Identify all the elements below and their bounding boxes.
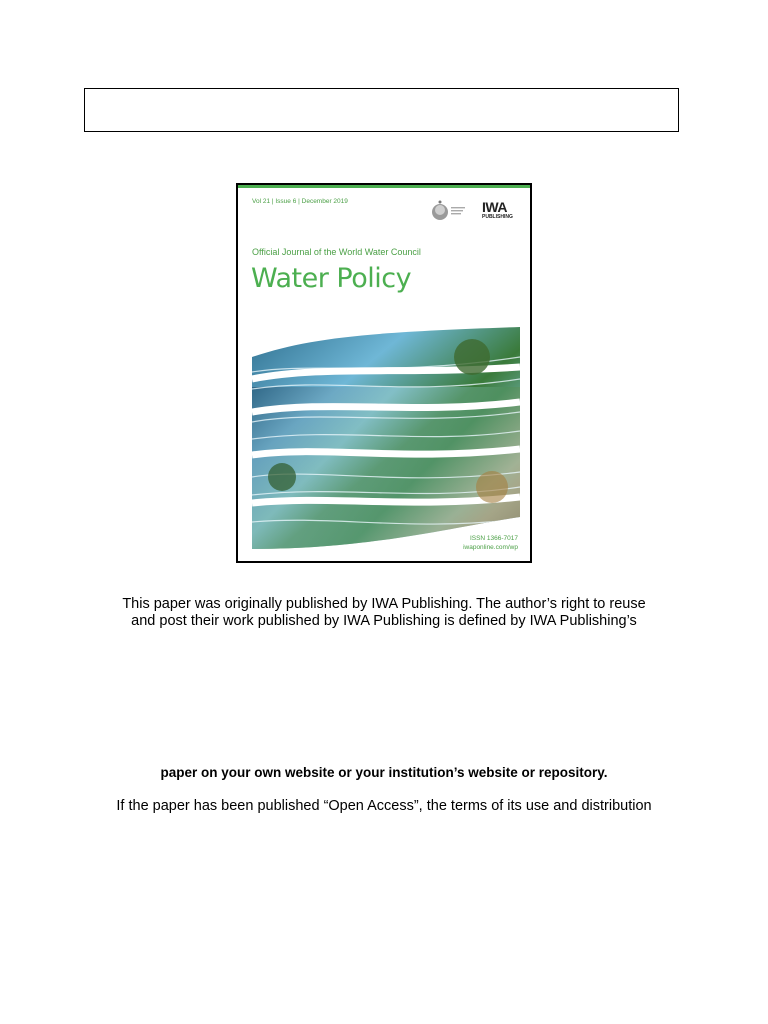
journal-cover-image: [236, 183, 532, 563]
paragraph-line: and post their work published by IWA Publishing is defined by IWA Publishing’s: [131, 613, 637, 629]
header-box: [84, 88, 679, 132]
cover-issn: ISSN 1366-7017: [469, 535, 518, 542]
paragraph-open-access: If the paper has been published “Open Access”, the terms of its use and distribution: [116, 798, 652, 814]
iwa-logo-text: IWA: [482, 199, 507, 215]
cover-title: Water Policy: [251, 263, 412, 294]
cover-issue-line: Vol 21 | Issue 6 | December 2019: [252, 198, 348, 205]
cover-journal-line: Official Journal of the World Water Council: [252, 247, 421, 257]
paragraph-repository: paper on your own website or your institution’s website or repository.: [160, 765, 608, 780]
cover-issn-block: [463, 534, 518, 552]
rice-terrace-photo: [252, 327, 520, 549]
paragraph-publisher-rights: [60, 596, 708, 630]
cover-website: iwaponline.com/wp: [463, 544, 518, 551]
iwa-logo-subtext: PUBLISHING: [482, 214, 513, 220]
world-water-council-logo: [431, 199, 471, 223]
paragraph-line: This paper was originally published by IWA Publishing. The author’s right to reuse: [122, 596, 646, 612]
iwa-publishing-logo: [482, 199, 522, 225]
cover-top-bar: [238, 185, 530, 188]
